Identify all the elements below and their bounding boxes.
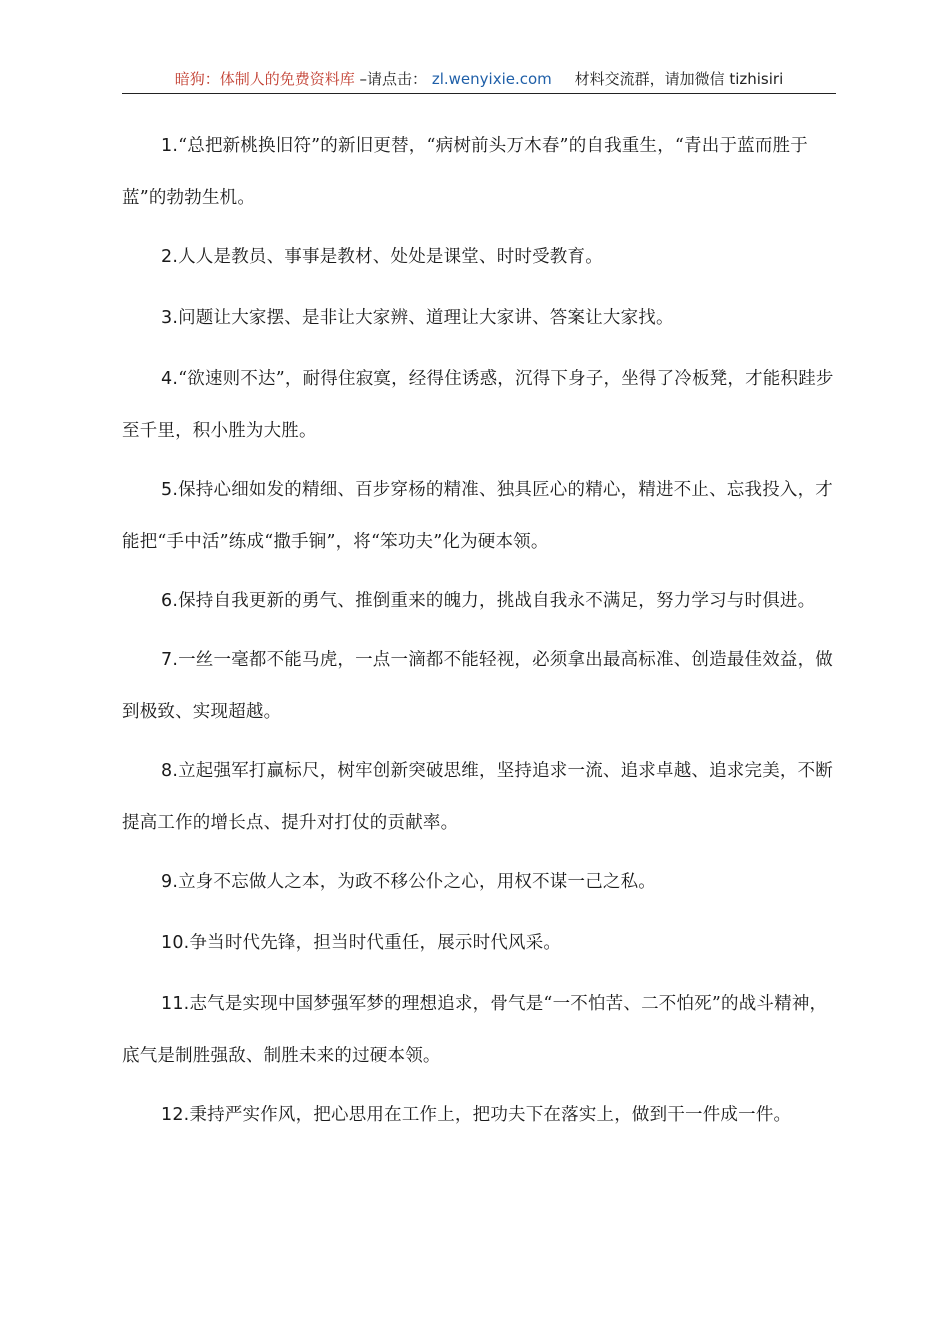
list-item-3: 3.问题让大家摆、是非让大家辨、道理让大家讲、答案让大家找。 (161, 308, 674, 328)
list-item-2: 2.人人是教员、事事是教材、处处是课堂、时时受教育。 (161, 247, 603, 267)
list-item-4: 4.“欲速则不达”，耐得住寂寞，经得住诱惑，沉得下身子，坐得了冷板凳，才能积跬步至千里，积小胜为大胜。 (122, 369, 834, 441)
document-body (122, 120, 838, 1150)
list-item-12: 12.秉持严实作风，把心思用在工作上，把功夫下在落实上，做到干一件成一件。 (161, 1105, 792, 1125)
list-item-1: 1.“总把新桃换旧符”的新旧更替，“病树前头万木春”的自我重生，“青出于蓝而胜于蓝”的勃勃生机。 (122, 136, 808, 208)
header-url-link[interactable]: zl.wenyixie.com (431, 70, 552, 88)
list-item-5: 5.保持心细如发的精细、百步穿杨的精准、独具匠心的精心，精进不止、忘我投入，才能把“手中活”练成“撒手锏”，将“笨功夫”化为硬本领。 (122, 480, 834, 552)
list-item-9: 9.立身不忘做人之本，为政不移公仆之心，用权不谋一己之私。 (161, 872, 657, 892)
list-item-7: 7.一丝一毫都不能马虎，一点一滴都不能轻视，必须拿出最高标准、创造最佳效益，做到极致、实现超越。 (122, 650, 834, 722)
header-wechat-note: 材料交流群，请加微信 tizhisiri (574, 70, 784, 88)
list-item-10: 10.争当时代先锋，担当时代重任，展示时代风采。 (161, 933, 562, 953)
header-brand: 暗狗：体制人的免费资料库 (174, 70, 355, 88)
page-header (122, 66, 836, 94)
header-prompt: –请点击： (359, 70, 428, 88)
list-item-8: 8.立起强军打赢标尺，树牢创新突破思维，坚持追求一流、追求卓越、追求完美，不断提高工作的增长点、提升对打仗的贡献率。 (122, 761, 834, 833)
list-item-6: 6.保持自我更新的勇气、推倒重来的魄力，挑战自我永不满足，努力学习与时俱进。 (161, 591, 816, 611)
list-item-11: 11.志气是实现中国梦强军梦的理想追求，骨气是“一不怕苦、二不怕死”的战斗精神，底气是制胜强敌、制胜未来的过硬本领。 (122, 994, 828, 1066)
